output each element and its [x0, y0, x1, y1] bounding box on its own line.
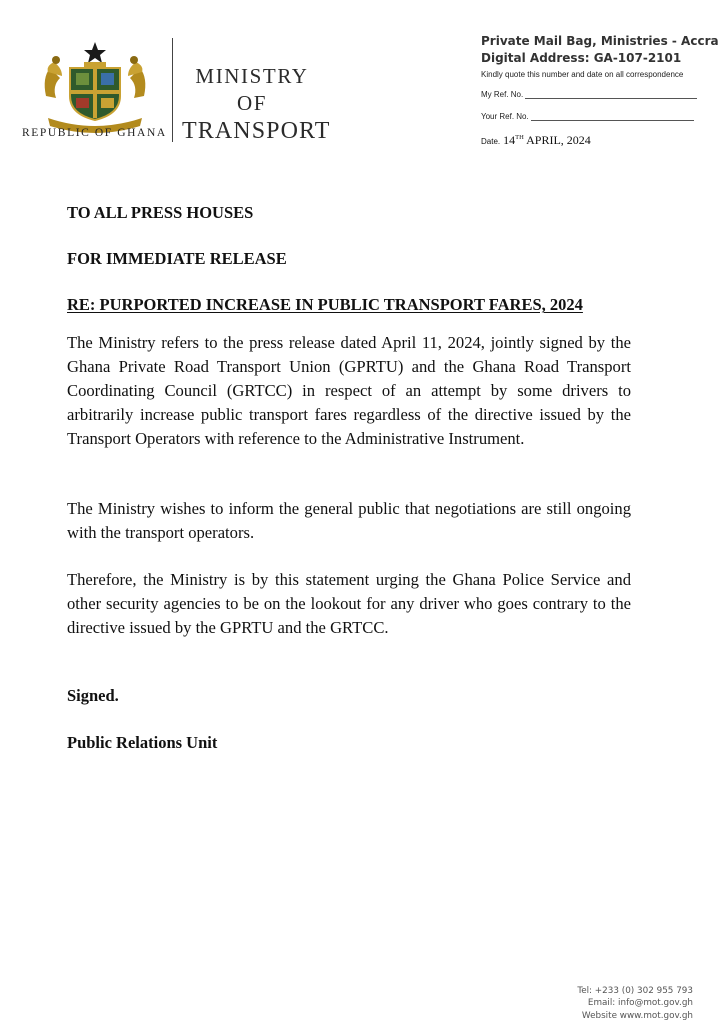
country-name: REPUBLIC OF GHANA [22, 127, 167, 139]
date-rest: APRIL, 2024 [526, 133, 591, 147]
paragraph-2: The Ministry wishes to inform the general public that negotiations are still ongoing with the transport operators. [67, 499, 631, 542]
quote-note: Kindly quote this number and date on all correspondence [481, 70, 684, 79]
ministry-line-3: TRANSPORT [182, 118, 331, 144]
contact-footer [577, 985, 693, 1022]
address-line-1: Private Mail Bag, Ministries - Accra [481, 34, 719, 48]
ministry-line-1: MINISTRY [195, 64, 309, 88]
subject-heading: RE: PURPORTED INCREASE IN PUBLIC TRANSPORT FARES, 2024 [67, 295, 583, 314]
letter-date [481, 133, 591, 148]
footer-email: Email: info@mot.gov.gh [587, 998, 693, 1009]
your-ref-line [531, 112, 694, 121]
address-line-2: Digital Address: GA-107-2101 [481, 51, 682, 65]
my-ref-line [525, 90, 697, 99]
paragraph-1: The Ministry refers to the press release dated April 11, 2024, jointly signed by the Ghana Private Road Transport Union (GPRTU) and the Ghana Road Transport Coordinating Council (GRTCC) in respect of an attempt by some drivers to arbitrarily increase public transport fares regardless of the directive issued by the Transport Operators with reference to the Administrative Instrument. [67, 333, 631, 448]
paragraph-3: Therefore, the Ministry is by this statement urging the Ghana Police Service and other security agencies to be on the lookout for any driver who goes contrary to the directive issued by the GPRTU and the GRTCC. [67, 570, 631, 637]
postal-address [481, 33, 719, 67]
footer-website: Website www.mot.gov.gh [581, 1010, 693, 1021]
my-ref-label: My Ref. No. [481, 90, 524, 99]
your-ref-field [481, 112, 694, 121]
signatory-unit: Public Relations Unit [67, 733, 218, 752]
my-ref-field [481, 90, 697, 99]
ministry-name [182, 64, 331, 144]
footer-tel: Tel: +233 (0) 302 955 793 [577, 986, 693, 996]
letterhead-divider [172, 38, 173, 142]
ministry-line-2: OF [236, 91, 268, 115]
date-label: Date. [481, 137, 501, 146]
recipient-heading: TO ALL PRESS HOUSES [67, 203, 254, 222]
ghana-coat-of-arms-logo [40, 38, 150, 134]
date-day: 14 [503, 133, 516, 147]
release-heading: FOR IMMEDIATE RELEASE [67, 249, 287, 268]
your-ref-label: Your Ref. No. [481, 112, 529, 121]
signed-label: Signed. [67, 686, 119, 705]
date-suffix: TH [515, 134, 524, 141]
